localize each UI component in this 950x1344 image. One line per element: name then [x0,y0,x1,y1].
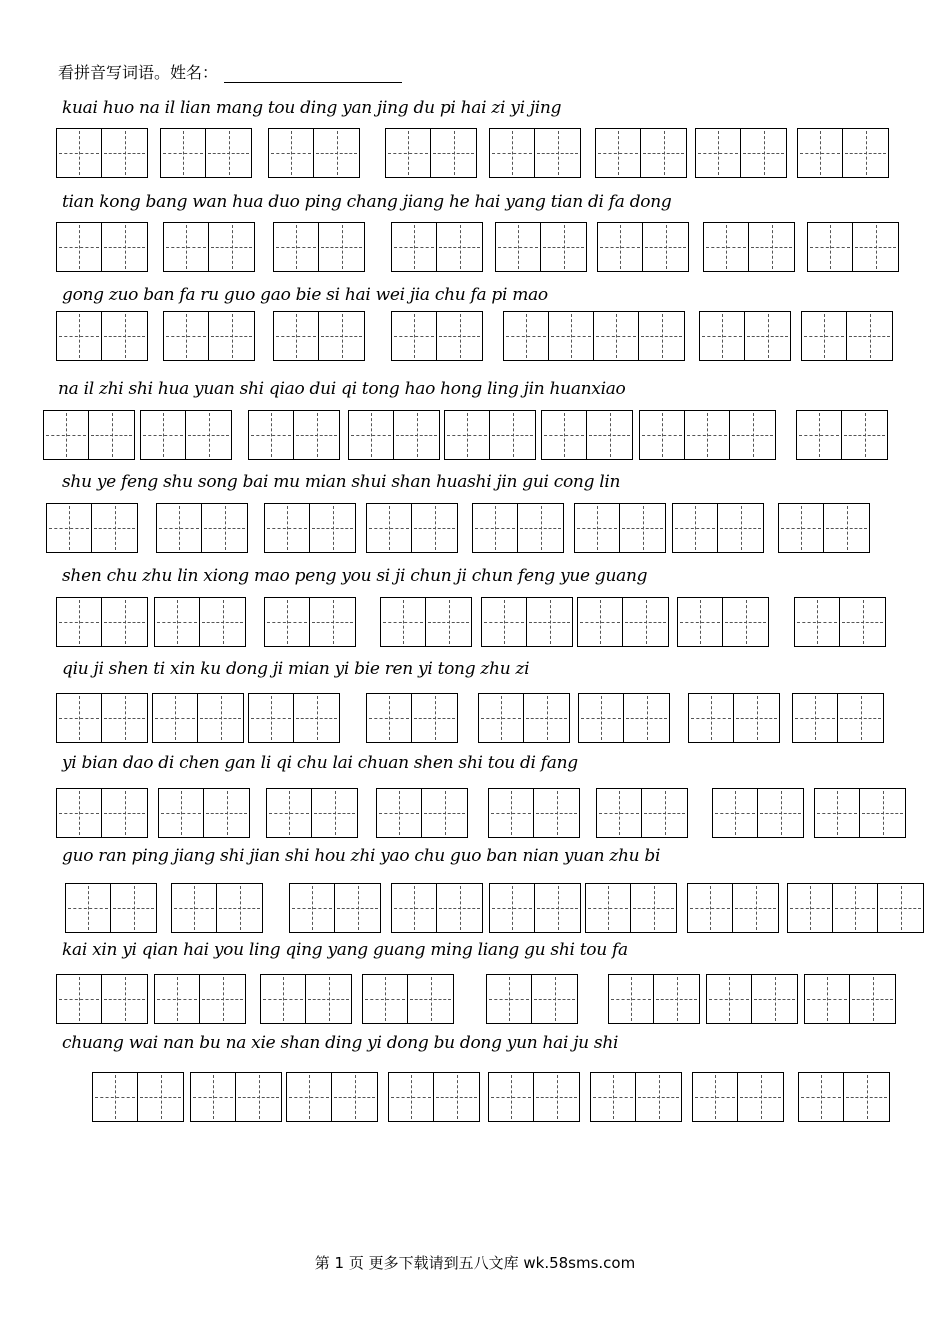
writing-box-group[interactable] [787,883,924,933]
tianzige-cell[interactable] [422,789,467,837]
tianzige-cell[interactable] [636,1073,681,1121]
tianzige-cell[interactable] [850,975,895,1023]
tianzige-cell[interactable] [274,312,319,360]
writing-box-group[interactable] [391,311,483,361]
writing-box-group[interactable] [495,222,587,272]
pinyin-line: kai xin yi qian hai you ling qing yang guang ming liang gu shi tou fa [62,940,628,960]
writing-box-group[interactable] [366,693,458,743]
writing-box-group[interactable] [488,788,580,838]
tianzige-cell[interactable] [808,223,853,271]
tianzige-cell[interactable] [749,223,794,271]
tianzige-cell[interactable] [310,598,355,646]
writing-box-group[interactable] [46,503,138,553]
tianzige-cell[interactable] [153,694,198,742]
tianzige-cell[interactable] [386,129,431,177]
tianzige-cell[interactable] [609,975,654,1023]
tianzige-cell[interactable] [688,884,733,932]
writing-box-group[interactable] [608,974,700,1024]
tianzige-cell[interactable] [204,789,249,837]
tianzige-cell[interactable] [57,312,102,360]
writing-box-group[interactable] [248,410,340,460]
tianzige-cell[interactable] [47,504,92,552]
tianzige-cell[interactable] [377,789,422,837]
writing-box-group[interactable] [797,128,889,178]
tianzige-cell[interactable] [833,884,878,932]
tianzige-cell[interactable] [527,598,572,646]
tianzige-cell[interactable] [541,223,586,271]
tianzige-cell[interactable] [319,312,364,360]
writing-box-group[interactable] [260,974,352,1024]
tianzige-cell[interactable] [44,411,89,459]
writing-box-group[interactable] [163,311,255,361]
tianzige-cell[interactable] [631,884,676,932]
tianzige-cell[interactable] [534,1073,579,1121]
tianzige-cell[interactable] [805,975,850,1023]
writing-box-group[interactable] [160,128,252,178]
writing-box-group[interactable] [692,1072,784,1122]
writing-box-group[interactable] [814,788,906,838]
writing-box-group[interactable] [56,788,148,838]
tianzige-cell[interactable] [482,598,527,646]
tianzige-cell[interactable] [738,1073,783,1121]
tianzige-cell[interactable] [155,598,200,646]
tianzige-cell[interactable] [102,975,147,1023]
tianzige-cell[interactable] [504,312,549,360]
tianzige-cell[interactable] [696,129,741,177]
writing-box-group[interactable] [366,503,458,553]
tianzige-cell[interactable] [487,975,532,1023]
tianzige-cell[interactable] [579,694,624,742]
tianzige-cell[interactable] [853,223,898,271]
tianzige-cell[interactable] [426,598,471,646]
tianzige-cell[interactable] [798,129,843,177]
tianzige-cell[interactable] [689,694,734,742]
tianzige-cell[interactable] [598,223,643,271]
tianzige-cell[interactable] [745,312,790,360]
tianzige-cell[interactable] [381,598,426,646]
writing-box-group[interactable] [712,788,804,838]
tianzige-cell[interactable] [274,223,319,271]
tianzige-cell[interactable] [685,411,730,459]
writing-box-group[interactable] [268,128,360,178]
tianzige-cell[interactable] [290,884,335,932]
tianzige-cell[interactable] [159,789,204,837]
tianzige-cell[interactable] [734,694,779,742]
tianzige-cell[interactable] [200,598,245,646]
tianzige-cell[interactable] [161,129,206,177]
writing-box-group[interactable] [481,597,573,647]
tianzige-cell[interactable] [878,884,923,932]
tianzige-cell[interactable] [842,411,887,459]
writing-box-group[interactable] [391,883,483,933]
tianzige-cell[interactable] [392,223,437,271]
tianzige-cell[interactable] [209,312,254,360]
tianzige-cell[interactable] [287,1073,332,1121]
tianzige-cell[interactable] [349,411,394,459]
tianzige-cell[interactable] [157,504,202,552]
tianzige-cell[interactable] [641,129,686,177]
writing-box-group[interactable] [804,974,896,1024]
writing-box-group[interactable] [56,222,148,272]
tianzige-cell[interactable] [57,598,102,646]
tianzige-cell[interactable] [392,884,437,932]
tianzige-cell[interactable] [314,129,359,177]
tianzige-cell[interactable] [549,312,594,360]
tianzige-cell[interactable] [535,884,580,932]
tianzige-cell[interactable] [797,411,842,459]
tianzige-cell[interactable] [408,975,453,1023]
tianzige-cell[interactable] [673,504,718,552]
writing-box-group[interactable] [677,597,769,647]
tianzige-cell[interactable] [707,975,752,1023]
tianzige-cell[interactable] [102,598,147,646]
tianzige-cell[interactable] [209,223,254,271]
tianzige-cell[interactable] [838,694,883,742]
tianzige-cell[interactable] [489,1073,534,1121]
tianzige-cell[interactable] [57,694,102,742]
tianzige-cell[interactable] [596,129,641,177]
writing-box-group[interactable] [154,597,246,647]
tianzige-cell[interactable] [265,598,310,646]
writing-box-group[interactable] [639,410,776,460]
tianzige-cell[interactable] [654,975,699,1023]
writing-box-group[interactable] [672,503,764,553]
tianzige-cell[interactable] [269,129,314,177]
tianzige-cell[interactable] [532,975,577,1023]
tianzige-cell[interactable] [332,1073,377,1121]
tianzige-cell[interactable] [434,1073,479,1121]
tianzige-cell[interactable] [788,884,833,932]
writing-box-group[interactable] [264,503,356,553]
tianzige-cell[interactable] [643,223,688,271]
writing-box-group[interactable] [486,974,578,1024]
page-footer: 第 1 页 更多下载请到五八文库 wk.58sms.com [314,1254,636,1272]
tianzige-cell[interactable] [640,411,685,459]
writing-box-group[interactable] [156,503,248,553]
writing-box-group[interactable] [706,974,798,1024]
tianzige-cell[interactable] [713,789,758,837]
tianzige-cell[interactable] [758,789,803,837]
writing-box-group[interactable] [444,410,536,460]
name-blank-line[interactable] [224,66,402,83]
tianzige-cell[interactable] [733,884,778,932]
tianzige-cell[interactable] [575,504,620,552]
pinyin-line: kuai huo na il lian mang tou ding yan jing du pi hai zi yi jing [62,98,562,118]
writing-box-group[interactable] [56,311,148,361]
tianzige-cell[interactable] [312,789,357,837]
tianzige-cell[interactable] [642,789,687,837]
writing-box-group[interactable] [597,222,689,272]
tianzige-cell[interactable] [847,312,892,360]
writing-box-group[interactable] [798,1072,890,1122]
writing-box-group[interactable] [478,693,570,743]
writing-box-group[interactable] [807,222,899,272]
tianzige-cell[interactable] [164,312,209,360]
writing-box-group[interactable] [248,693,340,743]
tianzige-cell[interactable] [138,1073,183,1121]
tianzige-cell[interactable] [437,223,482,271]
tianzige-cell[interactable] [335,884,380,932]
writing-box-group[interactable] [289,883,381,933]
pinyin-line: chuang wai nan bu na xie shan ding yi dong bu dong yun hai ju shi [62,1033,619,1053]
tianzige-cell[interactable] [793,694,838,742]
writing-box-group[interactable] [596,788,688,838]
writing-box-group[interactable] [577,597,669,647]
tianzige-cell[interactable] [431,129,476,177]
tianzige-cell[interactable] [102,129,147,177]
tianzige-cell[interactable] [200,975,245,1023]
writing-box-group[interactable] [574,503,666,553]
tianzige-cell[interactable] [363,975,408,1023]
tianzige-cell[interactable] [249,694,294,742]
tianzige-cell[interactable] [496,223,541,271]
writing-box-group[interactable] [171,883,263,933]
tianzige-cell[interactable] [490,129,535,177]
tianzige-cell[interactable] [57,129,102,177]
tianzige-cell[interactable] [394,411,439,459]
writing-box-group[interactable] [703,222,795,272]
writing-box-group[interactable] [56,597,148,647]
tianzige-cell[interactable] [741,129,786,177]
tianzige-cell[interactable] [437,884,482,932]
writing-box-group[interactable] [503,311,685,361]
tianzige-cell[interactable] [534,789,579,837]
tianzige-cell[interactable] [294,411,339,459]
tianzige-cell[interactable] [620,504,665,552]
tianzige-cell[interactable] [535,129,580,177]
writing-box-group[interactable] [56,128,148,178]
pinyin-line: shu ye feng shu song bai mu mian shui shan huashi jin gui cong lin [62,472,621,492]
tianzige-cell[interactable] [57,975,102,1023]
tianzige-cell[interactable] [473,504,518,552]
tianzige-cell[interactable] [191,1073,236,1121]
writing-box-group[interactable] [489,883,581,933]
tianzige-cell[interactable] [518,504,563,552]
tianzige-cell[interactable] [597,789,642,837]
writing-box-group[interactable] [140,410,232,460]
tianzige-cell[interactable] [102,312,147,360]
writing-box-group[interactable] [489,128,581,178]
writing-box-group[interactable] [163,222,255,272]
writing-box-group[interactable] [472,503,564,553]
tianzige-cell[interactable] [795,598,840,646]
writing-box-group[interactable] [687,883,779,933]
writing-box-group[interactable] [590,1072,682,1122]
tianzige-cell[interactable] [206,129,251,177]
writing-box-group[interactable] [541,410,633,460]
writing-box-group[interactable] [266,788,358,838]
tianzige-cell[interactable] [319,223,364,271]
worksheet-header [58,60,402,83]
tianzige-cell[interactable] [236,1073,281,1121]
writing-box-group[interactable] [794,597,886,647]
tianzige-cell[interactable] [141,411,186,459]
tianzige-cell[interactable] [623,598,668,646]
tianzige-cell[interactable] [445,411,490,459]
tianzige-cell[interactable] [267,789,312,837]
writing-box-group[interactable] [190,1072,282,1122]
tianzige-cell[interactable] [89,411,134,459]
pinyin-line: qiu ji shen ti xin ku dong ji mian yi bie ren yi tong zhu zi [62,659,530,679]
writing-box-group[interactable] [154,974,246,1024]
tianzige-cell[interactable] [489,789,534,837]
tianzige-cell[interactable] [102,223,147,271]
tianzige-cell[interactable] [367,694,412,742]
writing-box-group[interactable] [796,410,888,460]
tianzige-cell[interactable] [155,975,200,1023]
writing-box-group[interactable] [595,128,687,178]
writing-box-group[interactable] [688,693,780,743]
tianzige-cell[interactable] [392,312,437,360]
writing-box-group[interactable] [92,1072,184,1122]
tianzige-cell[interactable] [265,504,310,552]
tianzige-cell[interactable] [57,223,102,271]
tianzige-cell[interactable] [412,694,457,742]
writing-box-group[interactable] [695,128,787,178]
tianzige-cell[interactable] [479,694,524,742]
tianzige-cell[interactable] [802,312,847,360]
tianzige-cell[interactable] [587,411,632,459]
tianzige-cell[interactable] [542,411,587,459]
writing-box-group[interactable] [56,974,148,1024]
writing-box-group[interactable] [264,597,356,647]
tianzige-cell[interactable] [678,598,723,646]
tianzige-cell[interactable] [57,789,102,837]
tianzige-cell[interactable] [704,223,749,271]
writing-box-group[interactable] [778,503,870,553]
tianzige-cell[interactable] [815,789,860,837]
tianzige-cell[interactable] [752,975,797,1023]
header-title: 看拼音写词语。姓名： [58,63,219,82]
writing-box-group[interactable] [699,311,791,361]
tianzige-cell[interactable] [249,411,294,459]
tianzige-cell[interactable] [591,1073,636,1121]
writing-box-group[interactable] [362,974,454,1024]
writing-box-group[interactable] [578,693,670,743]
writing-box-group[interactable] [380,597,472,647]
tianzige-cell[interactable] [490,884,535,932]
writing-box-group[interactable] [792,693,884,743]
writing-box-group[interactable] [152,693,244,743]
tianzige-cell[interactable] [186,411,231,459]
tianzige-cell[interactable] [860,789,905,837]
writing-box-group[interactable] [585,883,677,933]
tianzige-cell[interactable] [824,504,869,552]
writing-box-group[interactable] [273,222,365,272]
tianzige-cell[interactable] [294,694,339,742]
tianzige-cell[interactable] [367,504,412,552]
tianzige-cell[interactable] [578,598,623,646]
writing-box-group[interactable] [56,693,148,743]
pinyin-line: tian kong bang wan hua duo ping chang jiang he hai yang tian di fa dong [62,192,672,212]
writing-box-group[interactable] [388,1072,480,1122]
writing-box-group[interactable] [65,883,157,933]
tianzige-cell[interactable] [217,884,262,932]
pinyin-line: yi bian dao di chen gan li qi chu lai chuan shen shi tou di fang [62,753,578,773]
pinyin-line: na il zhi shi hua yuan shi qiao dui qi tong hao hong ling jin huanxiao [58,379,626,399]
tianzige-cell[interactable] [524,694,569,742]
tianzige-cell[interactable] [102,694,147,742]
writing-box-group[interactable] [801,311,893,361]
writing-box-group[interactable] [273,311,365,361]
tianzige-cell[interactable] [799,1073,844,1121]
tianzige-cell[interactable] [111,884,156,932]
tianzige-cell[interactable] [202,504,247,552]
tianzige-cell[interactable] [723,598,768,646]
tianzige-cell[interactable] [586,884,631,932]
writing-box-group[interactable] [43,410,135,460]
writing-box-group[interactable] [391,222,483,272]
tianzige-cell[interactable] [92,504,137,552]
writing-box-group[interactable] [158,788,250,838]
tianzige-cell[interactable] [844,1073,889,1121]
tianzige-cell[interactable] [102,789,147,837]
tianzige-cell[interactable] [93,1073,138,1121]
tianzige-cell[interactable] [437,312,482,360]
writing-box-group[interactable] [376,788,468,838]
tianzige-cell[interactable] [594,312,639,360]
tianzige-cell[interactable] [490,411,535,459]
tianzige-cell[interactable] [624,694,669,742]
pinyin-line: gong zuo ban fa ru guo gao bie si hai wei jia chu fa pi mao [62,285,548,305]
writing-box-group[interactable] [286,1072,378,1122]
tianzige-cell[interactable] [779,504,824,552]
tianzige-cell[interactable] [840,598,885,646]
tianzige-cell[interactable] [843,129,888,177]
tianzige-cell[interactable] [730,411,775,459]
tianzige-cell[interactable] [261,975,306,1023]
tianzige-cell[interactable] [66,884,111,932]
tianzige-cell[interactable] [310,504,355,552]
writing-box-group[interactable] [488,1072,580,1122]
pinyin-line: guo ran ping jiang shi jian shi hou zhi yao chu guo ban nian yuan zhu bi [62,846,661,866]
writing-box-group[interactable] [348,410,440,460]
tianzige-cell[interactable] [389,1073,434,1121]
tianzige-cell[interactable] [639,312,684,360]
tianzige-cell[interactable] [693,1073,738,1121]
tianzige-cell[interactable] [172,884,217,932]
writing-box-group[interactable] [385,128,477,178]
tianzige-cell[interactable] [718,504,763,552]
tianzige-cell[interactable] [412,504,457,552]
tianzige-cell[interactable] [198,694,243,742]
tianzige-cell[interactable] [164,223,209,271]
tianzige-cell[interactable] [306,975,351,1023]
pinyin-line: shen chu zhu lin xiong mao peng you si ji chun ji chun feng yue guang [62,566,648,586]
tianzige-cell[interactable] [700,312,745,360]
